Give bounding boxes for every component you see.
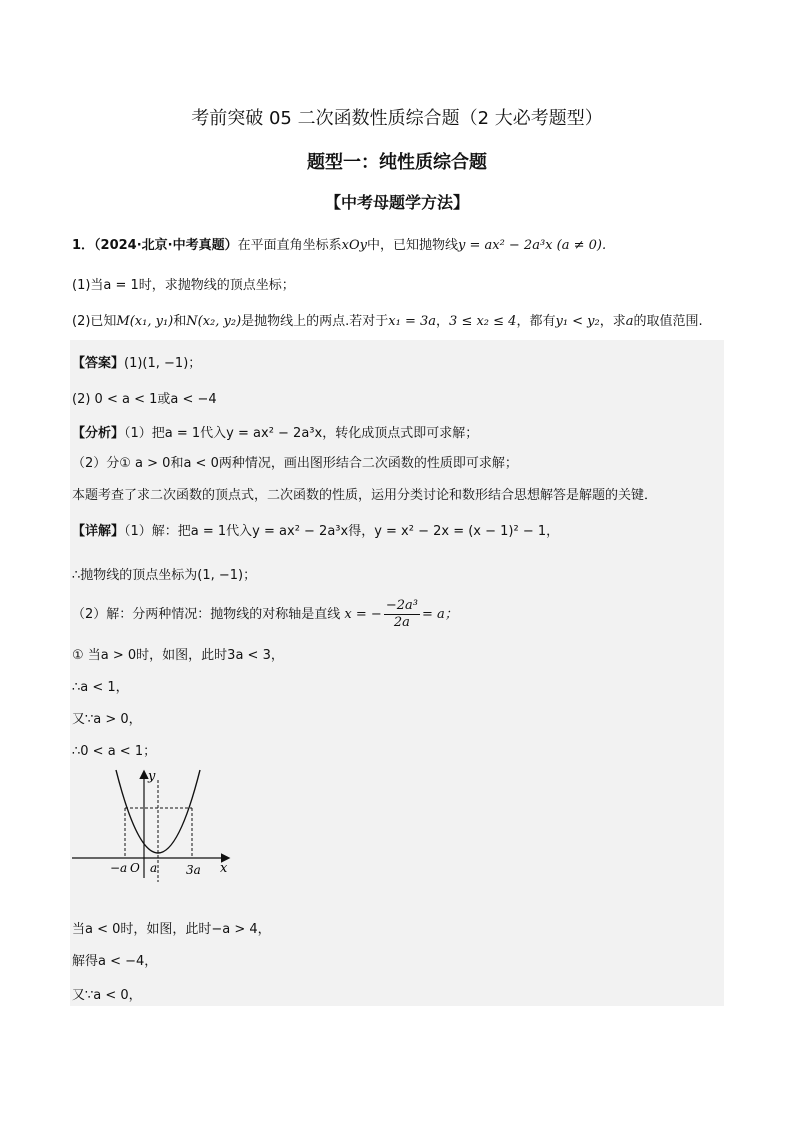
analysis-line-1: 【分析】（1）把a = 1代入y = ax² − 2a³x，转化成顶点式即可求解； bbox=[72, 426, 479, 441]
question-part1: (1)当a = 1时，求抛物线的顶点坐标； bbox=[72, 278, 295, 293]
origin-label: O bbox=[130, 861, 140, 875]
x-axis-label: x bbox=[220, 861, 228, 876]
answer-line-1: 【答案】(1)(1, −1)； bbox=[72, 356, 202, 371]
analysis-label: 【分析】 bbox=[72, 426, 125, 441]
step-3: ∴0 < a < 1； bbox=[72, 744, 157, 759]
three-a-label: 3a bbox=[186, 863, 201, 877]
analysis-line-3: 本题考查了求二次函数的顶点式，二次函数的性质，运用分类讨论和数形结合思想解答是解题的关键． bbox=[72, 488, 658, 503]
main-title: 考前突破 05 二次函数性质综合题（2 大必考题型） bbox=[191, 108, 603, 129]
question-part2: (2)已知M(x₁, y₁)和N(x₂, y₂)是抛物线上的两点.若对于x₁ = 3a，3 ≤ x₂ ≤ 4，都有y₁ < y₂，求a的取值范围. bbox=[72, 314, 703, 329]
y-axis-label: y bbox=[148, 769, 156, 784]
a-label: a bbox=[150, 861, 158, 875]
case-1: ① 当a > 0时，如图，此时3a < 3， bbox=[72, 648, 284, 663]
detail-line-1: 【详解】（1）解：把a = 1代入y = ax² − 2a³x得，y = x² − 2x = (x − 1)² − 1， bbox=[72, 524, 560, 539]
method-title: 【中考母题学方法】 bbox=[324, 193, 469, 212]
detail-line-3: （2）解：分两种情况：抛物线的对称轴是直线 x = − $\frac{\text{−2a³}}{2a}$ = a； bbox=[72, 598, 458, 630]
answer-line-2: (2) 0 < a < 1或a < −4 bbox=[72, 392, 217, 407]
neg-a-label: −a bbox=[110, 861, 128, 875]
question-stem: 1．（2024·北京·中考真题）在平面直角坐标系xOy中，已知抛物线y = ax² − 2a³x (a ≠ 0). bbox=[72, 238, 607, 253]
question-source: （2024·北京·中考真题） bbox=[94, 238, 238, 253]
detail-line-2: ∴抛物线的顶点坐标为(1, −1)； bbox=[72, 568, 257, 583]
detail-label: 【详解】 bbox=[72, 524, 125, 539]
fraction: $\frac{\text{−2a³}}{2a}$ bbox=[385, 598, 418, 630]
step-1: ∴a < 1， bbox=[72, 680, 129, 695]
case-2: 当a < 0时，如图，此时−a > 4， bbox=[72, 922, 271, 937]
parabola-formula: y = ax² − 2a³x (a ≠ 0). bbox=[457, 238, 607, 253]
answer-label: 【答案】 bbox=[72, 356, 125, 371]
step-4: 解得a < −4， bbox=[72, 954, 158, 969]
question-number: 1． bbox=[72, 238, 95, 253]
parabola-figure bbox=[70, 766, 240, 882]
analysis-line-2: （2）分① a > 0和a < 0两种情况，画出图形结合二次函数的性质即可求解； bbox=[72, 456, 518, 471]
step-5: 又∵a < 0， bbox=[72, 988, 142, 1003]
step-2: 又∵a > 0， bbox=[72, 712, 142, 727]
section-title: 题型一：纯性质综合题 bbox=[307, 152, 487, 173]
